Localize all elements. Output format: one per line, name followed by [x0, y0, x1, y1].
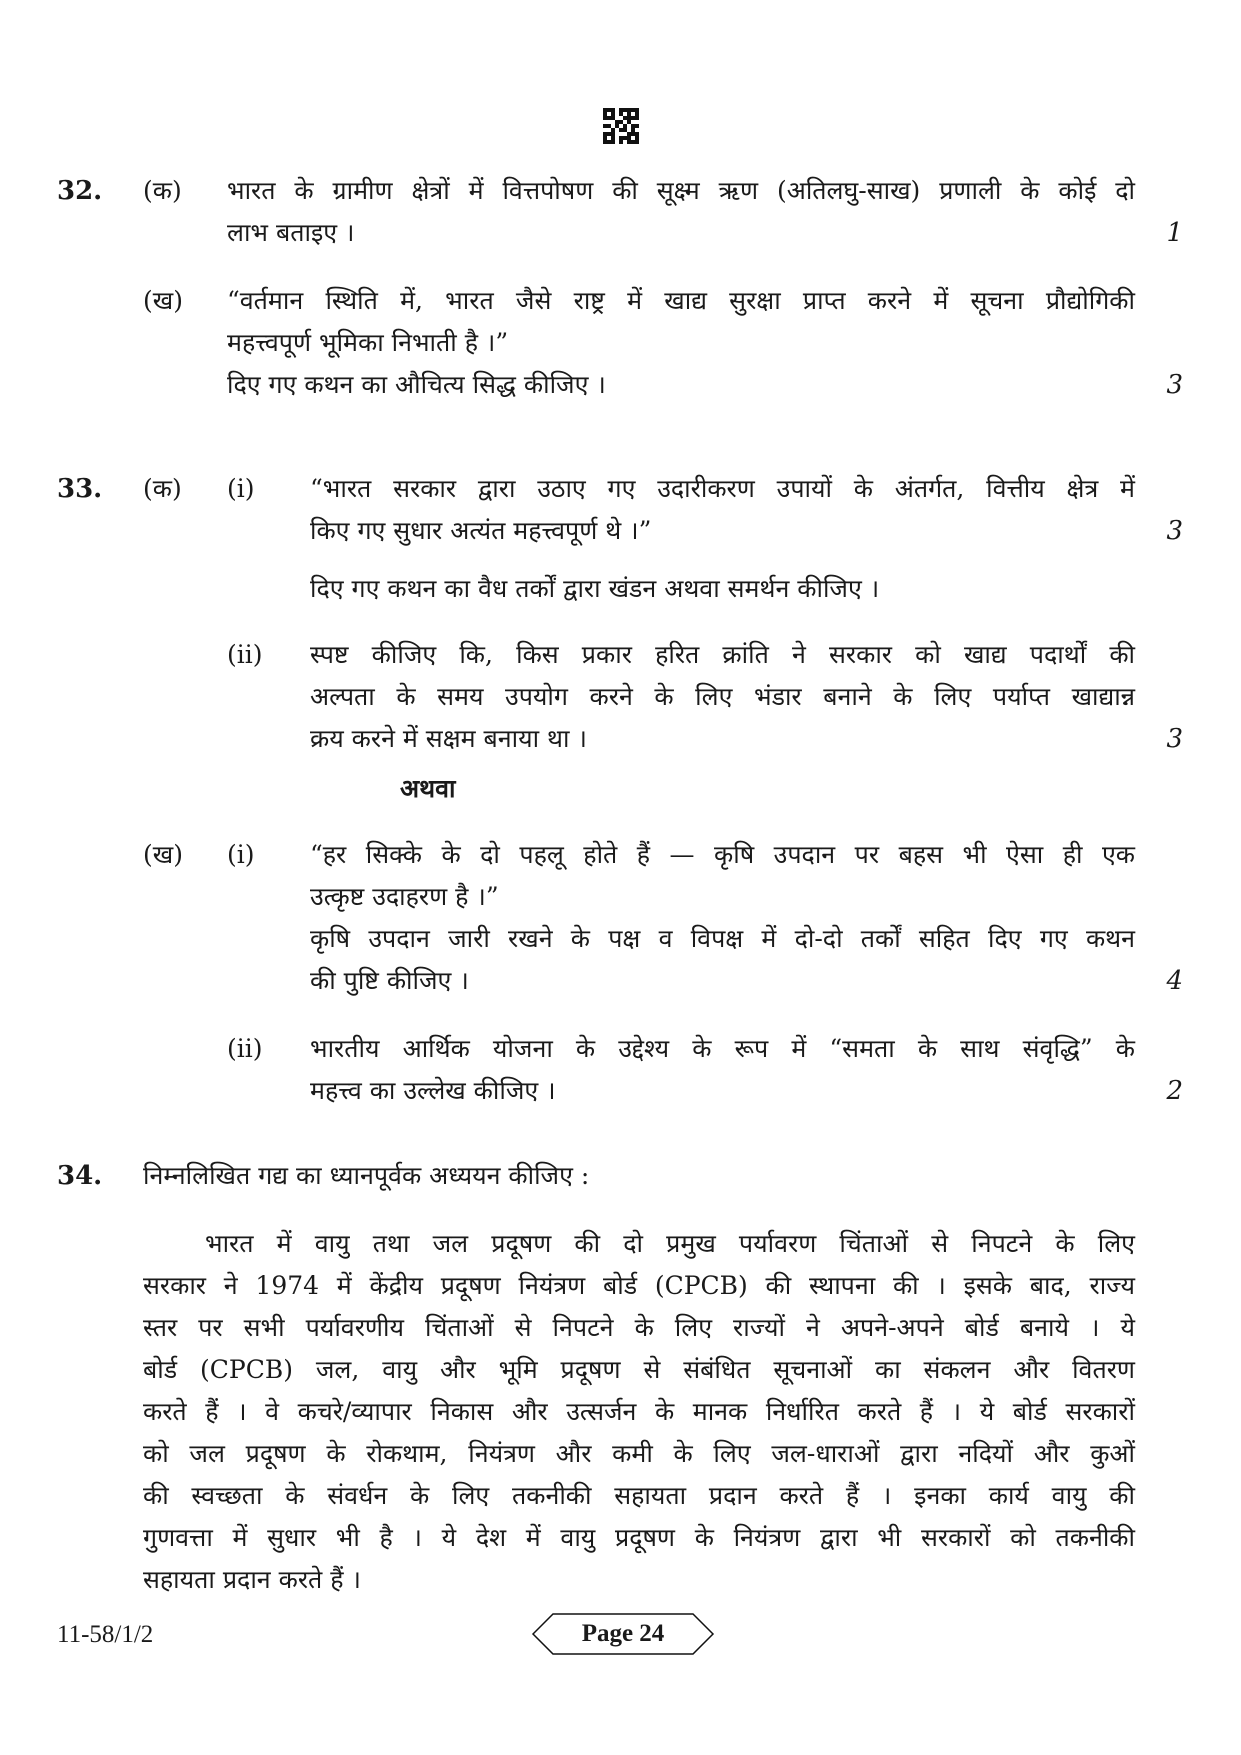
question-text: लाभ बताइए । — [227, 218, 355, 247]
question-text: स्पष्ट कीजिए कि, किस प्रकार हरित क्रांति ने सरकार को खाद्य पदार्थों की — [310, 640, 1135, 669]
question-text: अल्पता के समय उपयोग करने के लिए भंडार बनाने के लिए पर्याप्त खाद्यान्न — [310, 682, 1135, 711]
question-intro: निम्नलिखित गद्य का ध्यानपूर्वक अध्ययन कीजिए : — [143, 1161, 590, 1190]
question-number: 32. — [57, 176, 103, 206]
question-text: उत्कृष्ट उदाहरण है ।” — [310, 882, 499, 911]
part-label: (क) — [143, 474, 182, 503]
question-text: भारत के ग्रामीण क्षेत्रों में वित्तपोषण की सूक्ष्म ऋण (अतिलघु-साख) प्रणाली के कोई दो — [227, 176, 1135, 205]
passage-line: सरकार ने 1974 में केंद्रीय प्रदूषण नियंत्रण बोर्ड (CPCB) की स्थापना की । इसके बाद, राज्य — [143, 1271, 1135, 1300]
subpart-label: (i) — [227, 840, 255, 869]
question-text: कृषि उपदान जारी रखने के पक्ष व विपक्ष में दो-दो तर्कों सहित दिए गए कथन — [310, 924, 1135, 953]
question-number: 34. — [57, 1161, 103, 1191]
question-text: “वर्तमान स्थिति में, भारत जैसे राष्ट्र में खाद्य सुरक्षा प्राप्त करने में सूचना प्रौद्योगिकी — [227, 286, 1135, 315]
marks: 3 — [1166, 370, 1183, 400]
question-text: दिए गए कथन का वैध तर्कों द्वारा खंडन अथवा समर्थन कीजिए । — [310, 574, 880, 603]
question-text: भारतीय आर्थिक योजना के उद्देश्य के रूप में “समता के साथ संवृद्धि” के — [310, 1034, 1135, 1063]
passage-line: स्तर पर सभी पर्यावरणीय चिंताओं से निपटने के लिए राज्यों ने अपने-अपने बोर्ड बनाये । ये — [143, 1313, 1135, 1342]
question-text: किए गए सुधार अत्यंत महत्त्वपूर्ण थे ।” — [310, 516, 652, 545]
or-separator: अथवा — [400, 774, 456, 803]
question-text: “भारत सरकार द्वारा उठाए गए उदारीकरण उपायों के अंतर्गत, वित्तीय क्षेत्र में — [310, 474, 1135, 503]
part-label: (ख) — [143, 286, 183, 315]
marks: 3 — [1166, 724, 1183, 754]
passage-line: भारत में वायु तथा जल प्रदूषण की दो प्रमुख पर्यावरण चिंताओं से निपटने के लिए — [205, 1229, 1135, 1258]
page-number-badge — [531, 1612, 715, 1656]
question-text: “हर सिक्के के दो पहलू होते हैं — कृषि उपदान पर बहस भी ऐसा ही एक — [310, 840, 1135, 869]
part-label: (क) — [143, 176, 182, 205]
marks: 2 — [1166, 1076, 1183, 1106]
part-label: (ख) — [143, 840, 183, 869]
question-text: महत्त्वपूर्ण भूमिका निभाती है ।” — [227, 328, 509, 357]
subpart-label: (ii) — [227, 1034, 263, 1063]
question-text: की पुष्टि कीजिए । — [310, 966, 469, 995]
passage-line: को जल प्रदूषण के रोकथाम, नियंत्रण और कमी के लिए जल-धाराओं द्वारा नदियों और कुओं — [143, 1439, 1135, 1468]
passage-line: गुणवत्ता में सुधार भी है । ये देश में वायु प्रदूषण के नियंत्रण द्वारा भी सरकारों को तकनीकी — [143, 1523, 1135, 1552]
passage-line: करते हैं । वे कचरे/व्यापार निकास और उत्सर्जन के मानक निर्धारित करते हैं । ये बोर्ड सरकारों — [143, 1397, 1135, 1426]
passage-line: सहायता प्रदान करते हैं । — [143, 1565, 361, 1594]
marks: 1 — [1166, 218, 1183, 248]
question-text: क्रय करने में सक्षम बनाया था । — [310, 724, 587, 753]
passage-line: बोर्ड (CPCB) जल, वायु और भूमि प्रदूषण से संबंधित सूचनाओं का संकलन और वितरण — [143, 1355, 1135, 1384]
qr-code — [603, 108, 639, 144]
marks: 4 — [1166, 966, 1183, 996]
question-text: महत्त्व का उल्लेख कीजिए । — [310, 1076, 556, 1105]
subpart-label: (i) — [227, 474, 255, 503]
page-number: Page 24 — [581, 1620, 665, 1647]
subpart-label: (ii) — [227, 640, 263, 669]
question-number: 33. — [57, 474, 103, 504]
marks: 3 — [1166, 516, 1183, 546]
paper-code: 11-58/1/2 — [57, 1621, 154, 1648]
passage-line: की स्वच्छता के संवर्धन के लिए तकनीकी सहायता प्रदान करते हैं । इनका कार्य वायु की — [143, 1481, 1135, 1510]
question-text: दिए गए कथन का औचित्य सिद्ध कीजिए । — [227, 370, 606, 399]
